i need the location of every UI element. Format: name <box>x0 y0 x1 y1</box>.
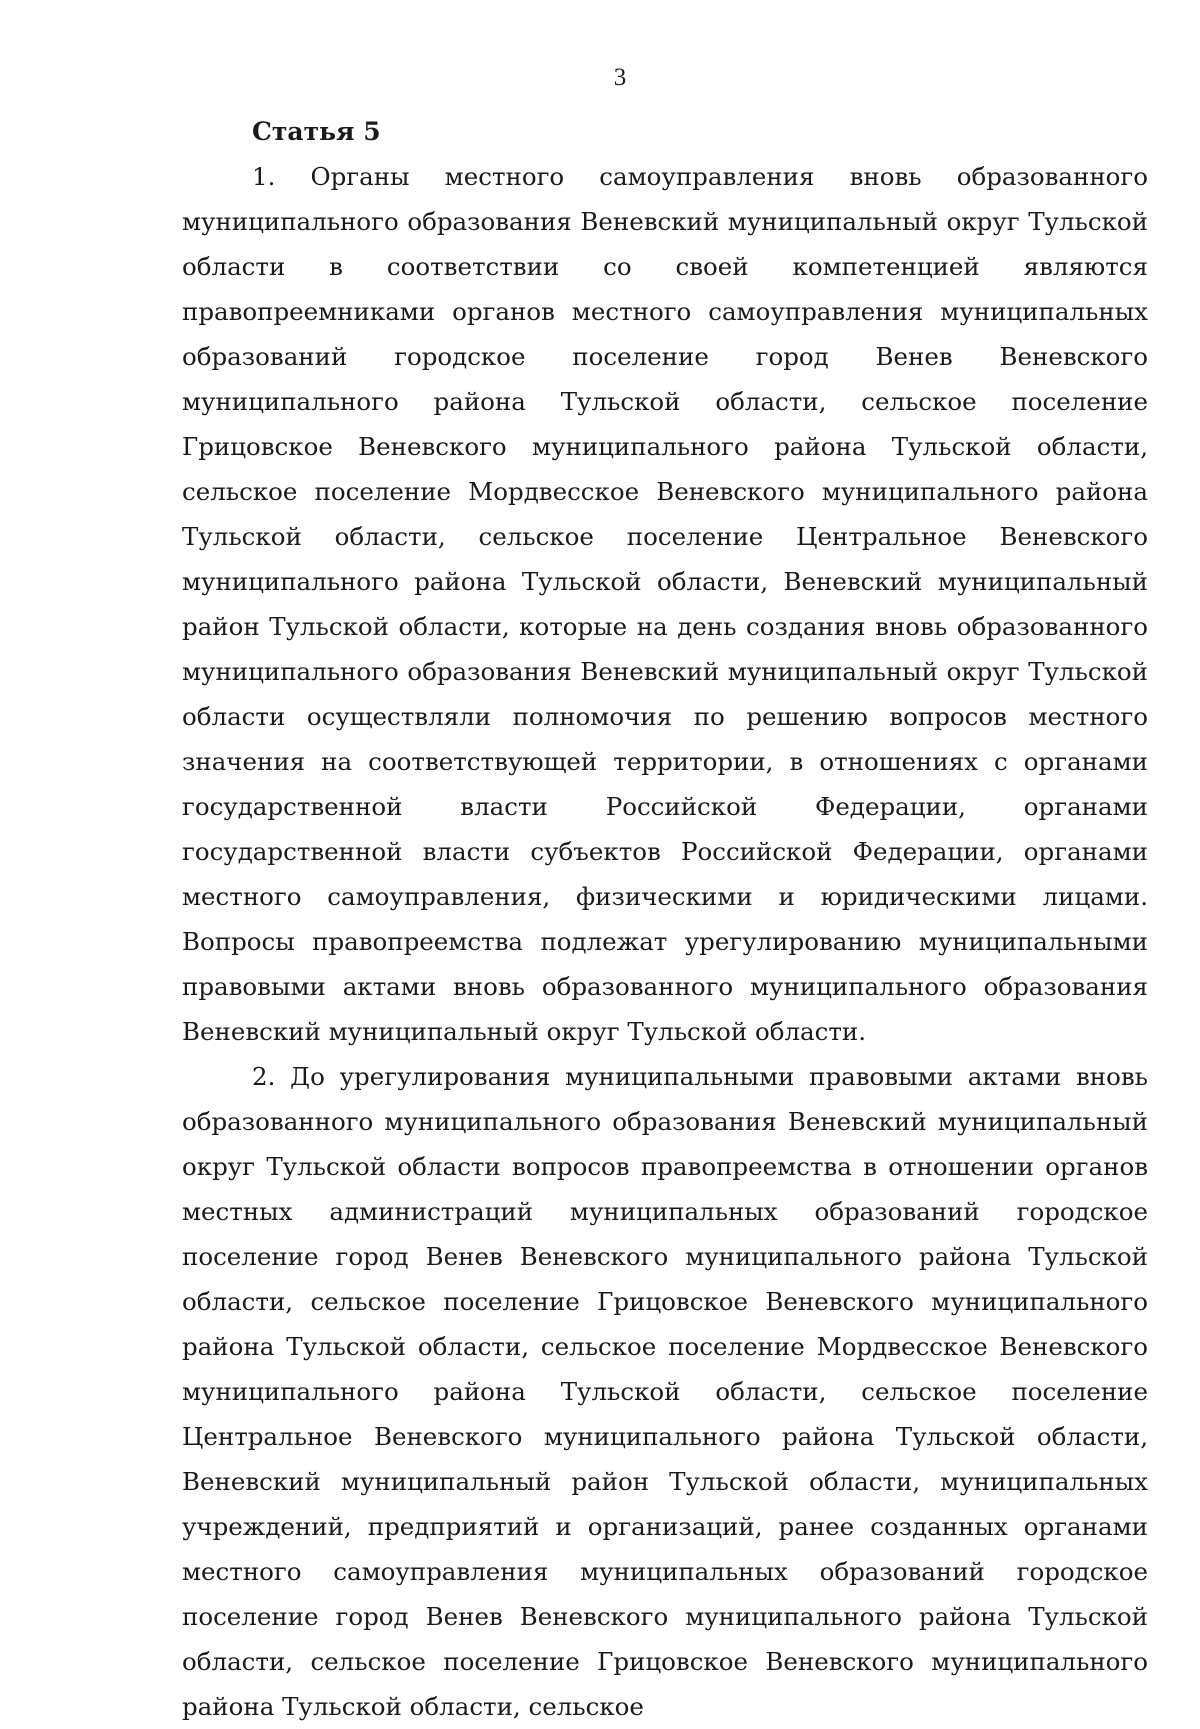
article-title: Статья 5 <box>252 117 381 146</box>
paragraph-2: 2. До урегулирования муниципальными правовыми актами вновь образованного муниципального образования Веневский муниципальный округ Тульской области вопросов правопреемства в отношении органов местных администраций муниципальных образований городское поселение город Венев Веневского муниципального района Тульской области, сельское поселение Грицовское Веневского муниципального района Тульской области, сельское поселение Мордвесское Веневского муниципального района Тульской области, сельское поселение Центральное Веневского муниципального района Тульской области, Веневский муниципальный район Тульской области, муниципальных учреждений, предприятий и организаций, ранее созданных органами местного самоуправления муниципальных образований городское поселение город Венев Веневского муниципального района Тульской области, сельское поселение Грицовское Веневского муниципального района Тульской области, сельское <box>182 1062 1148 1721</box>
paragraph-1: 1. Органы местного самоуправления вновь образованного муниципального образования Веневский муниципальный округ Тульской области в соответствии со своей компетенцией являются правопреемниками органов местного самоуправления муниципальных образований городское поселение город Венев Веневского муниципального района Тульской области, сельское поселение Грицовское Веневского муниципального района Тульской области, сельское поселение Мордвесское Веневского муниципального района Тульской области, сельское поселение Центральное Веневского муниципального района Тульской области, Веневский муниципальный район Тульской области, которые на день создания вновь образованного муниципального образования Веневский муниципальный округ Тульской области осуществляли полномочия по решению вопросов местного значения на соответствующей территории, в отношениях с органами государственной власти Российской Федерации, органами государственной власти субъектов Российской Федерации, органами местного самоуправления, физическими и юридическими лицами. Вопросы правопреемства подлежат урегулированию муниципальными правовыми актами вновь образованного муниципального образования Веневский муниципальный округ Тульской области. <box>182 162 1148 1046</box>
document-body <box>182 110 1148 1729</box>
page-number: 3 <box>613 64 627 91</box>
